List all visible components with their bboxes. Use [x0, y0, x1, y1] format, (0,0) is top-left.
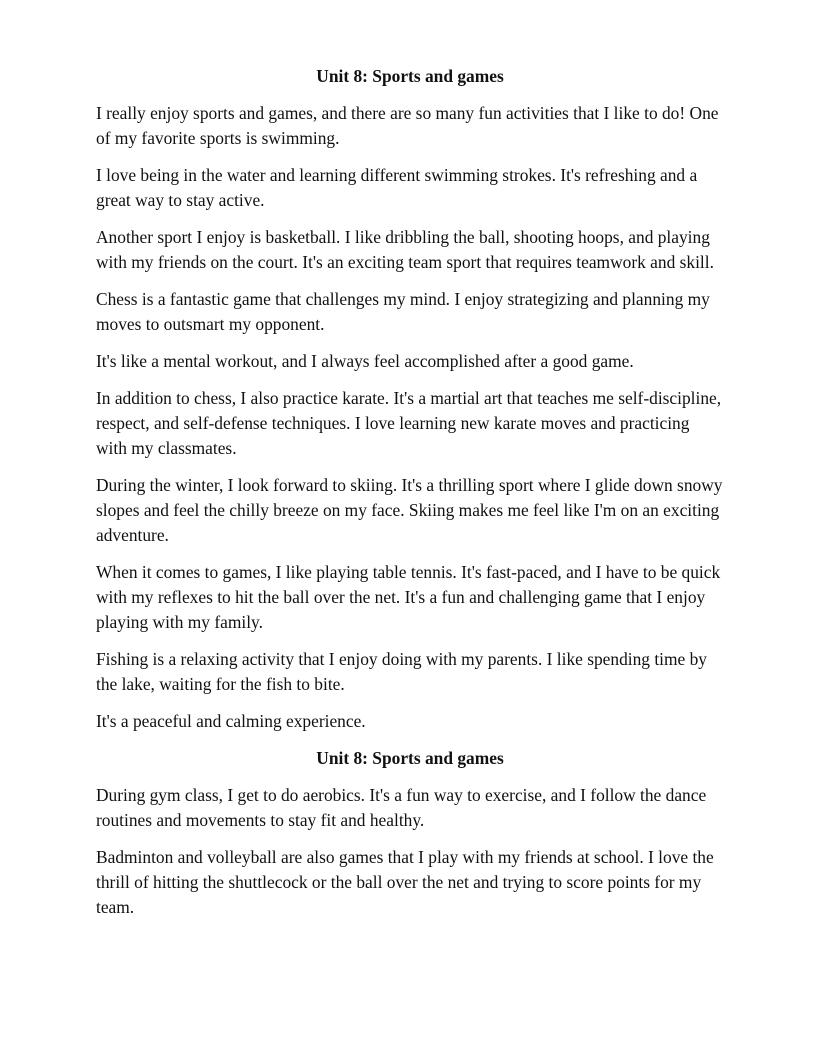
- paragraph-fishing: Fishing is a relaxing activity that I enjoy doing with my parents. I like spending time by the lake, waiting for the fish to bite.: [96, 649, 707, 694]
- paragraph-table-tennis: When it comes to games, I like playing table tennis. It's fast-paced, and I have to be quick with my reflexes to hit the ball over the net. It's a fun and challenging game that I enjoy playing with my family.: [96, 562, 721, 632]
- section-2: [96, 746, 724, 920]
- section-heading: Unit 8: Sports and games: [316, 66, 504, 86]
- paragraph-badminton-volleyball: Badminton and volleyball are also games that I play with my friends at school. I love the thrill of hitting the shuttlecock or the ball over the net and trying to score points for my team.: [96, 847, 714, 917]
- section-heading: Unit 8: Sports and games: [316, 748, 504, 768]
- section-1: [96, 64, 724, 734]
- paragraph-chess-workout: It's like a mental workout, and I always feel accomplished after a good game.: [96, 351, 634, 371]
- paragraph-swimming: I love being in the water and learning different swimming strokes. It's refreshing and a great way to stay active.: [96, 165, 698, 210]
- paragraph-skiing: During the winter, I look forward to skiing. It's a thrilling sport where I glide down snowy slopes and feel the chilly breeze on my face. Skiing makes me feel like I'm on an exciting adventure.: [96, 475, 723, 545]
- paragraph-chess: Chess is a fantastic game that challenges my mind. I enjoy strategizing and planning my moves to outsmart my opponent.: [96, 289, 710, 334]
- document-page: [96, 64, 724, 932]
- paragraph-basketball: Another sport I enjoy is basketball. I like dribbling the ball, shooting hoops, and playing with my friends on the court. It's an exciting team sport that requires teamwork and skill.: [96, 227, 714, 272]
- paragraph-swimming-intro: I really enjoy sports and games, and there are so many fun activities that I like to do! One of my favorite sports is swimming.: [96, 103, 719, 148]
- paragraph-fishing-calm: It's a peaceful and calming experience.: [96, 711, 366, 731]
- paragraph-aerobics: During gym class, I get to do aerobics. It's a fun way to exercise, and I follow the dance routines and movements to stay fit and healthy.: [96, 785, 707, 830]
- paragraph-karate: In addition to chess, I also practice karate. It's a martial art that teaches me self-discipline, respect, and self-defense techniques. I love learning new karate moves and practicing with my classmates.: [96, 388, 722, 458]
